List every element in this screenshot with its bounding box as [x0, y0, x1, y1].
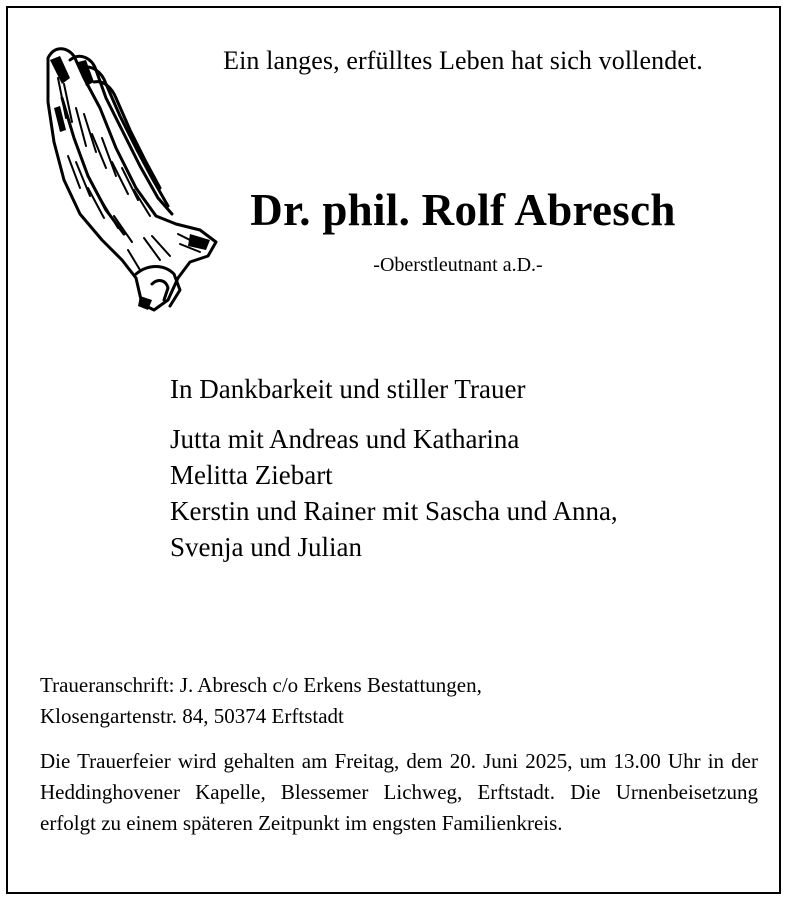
obituary-notice	[6, 6, 781, 894]
mourner-line: Melitta Ziebart	[170, 460, 333, 490]
mourner-line: Jutta mit Andreas und Katharina	[170, 424, 520, 454]
service-details: Die Trauerfeier wird gehalten am Freitag, dem 20. Juni 2025, um 13.00 Uhr in der Heddinghovener Kapelle, Blessemer Lichweg, Erftstadt. Die Urnenbeisetzung erfolgt zu einem späteren Zeitpunkt im engsten Familienkreis.	[40, 749, 758, 835]
deceased-name: Dr. phil. Rolf Abresch	[250, 185, 676, 235]
address-line-1: Traueranschrift: J. Abresch c/o Erkens Bestattungen,	[40, 673, 482, 697]
address-line-2: Klosengartenstr. 84, 50374 Erftstadt	[40, 704, 344, 728]
mourning-address	[40, 670, 482, 732]
praying-hands-icon	[40, 38, 230, 338]
mourner-line: Svenja und Julian	[170, 532, 362, 562]
mourners-block	[170, 374, 618, 565]
mourner-line: Kerstin und Rainer mit Sascha und Anna,	[170, 496, 618, 526]
motto-line: Ein langes, erfülltes Leben hat sich vollendet.	[223, 46, 703, 75]
mourning-intro: In Dankbarkeit und stiller Trauer	[170, 374, 526, 404]
deceased-rank: -Oberstleutnant a.D.-	[373, 254, 543, 276]
